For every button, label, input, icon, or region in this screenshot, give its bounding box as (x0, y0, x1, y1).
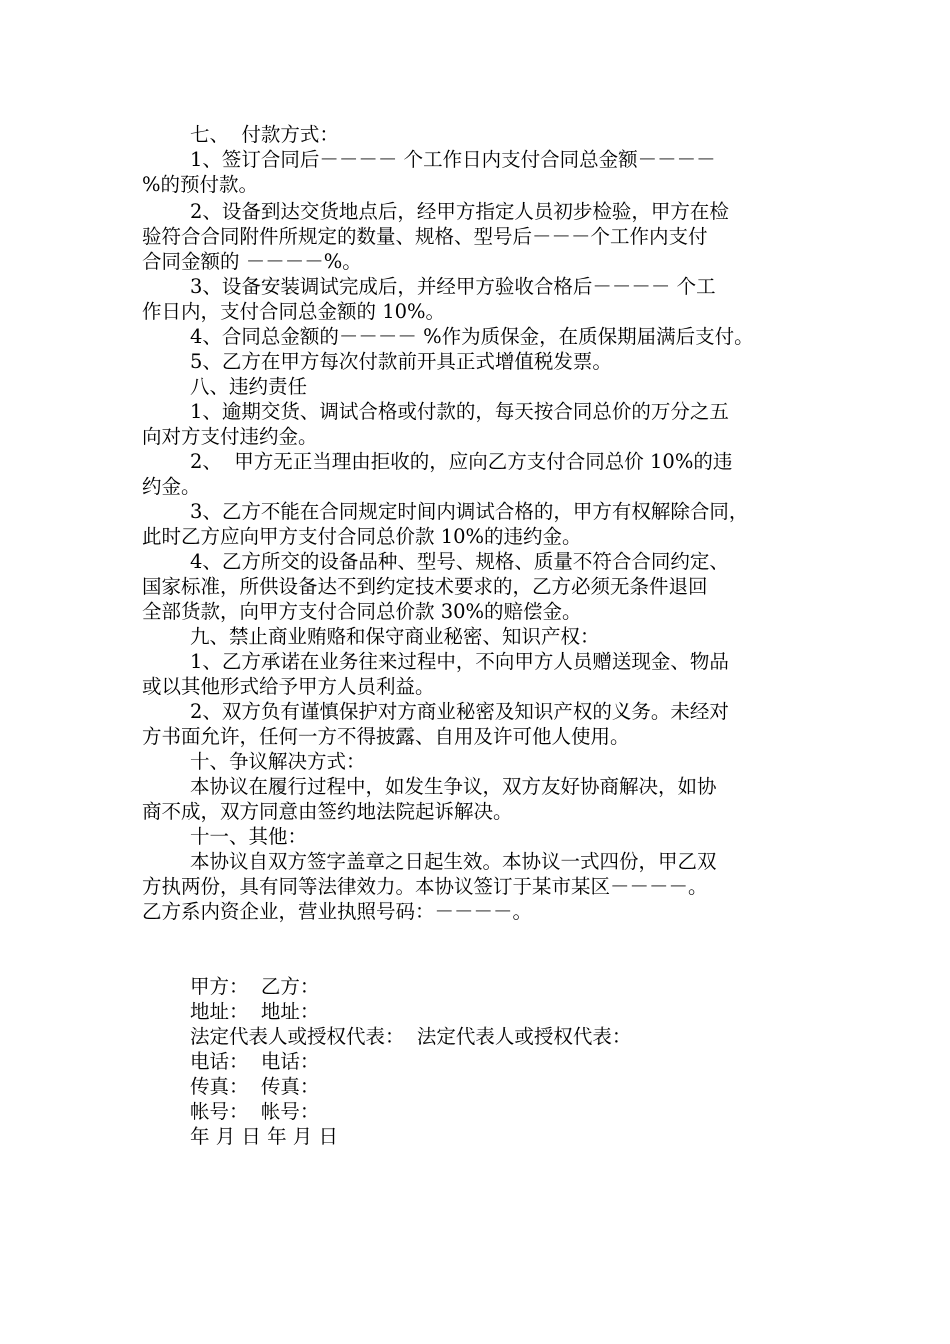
liability-item-4-line-3: 全部货款，向甲方支付合同总价款 30%的赔偿金。 (142, 600, 582, 623)
bribery-item-1-line-2: 或以其他形式给予甲方人员利益。 (142, 675, 435, 698)
dispute-body-line-1: 本协议在履行过程中，如发生争议，双方友好协商解决，如协 (190, 775, 717, 798)
payment-item-1-line-1: 1、签订合同后－－－－ 个工作日内支付合同总金额－－－－ (190, 148, 716, 171)
payment-item-4: 4、合同总金额的－－－－ %作为质保金，在质保期届满后支付。 (190, 325, 754, 348)
payment-item-1-line-2: %的预付款。 (142, 173, 259, 196)
signature-parties: 甲方： 乙方： (190, 975, 320, 998)
section-heading-dispute: 十、争议解决方式： (190, 750, 366, 773)
liability-item-3-line-1: 3、乙方不能在合同规定时间内调试合格的，甲方有权解除合同， (190, 500, 749, 523)
section-heading-payment: 七、 付款方式： (190, 123, 339, 146)
payment-item-3-line-2: 作日内，支付合同总金额的 10%。 (142, 300, 446, 323)
section-heading-liability: 八、违约责任 (190, 375, 308, 398)
payment-item-2-line-2: 验符合合同附件所规定的数量、规格、型号后－－－个工作内支付 (142, 225, 708, 248)
section-heading-bribery: 九、禁止商业贿赂和保守商业秘密、知识产权： (190, 625, 600, 648)
signature-phone: 电话： 电话： (190, 1050, 320, 1073)
liability-item-3-line-2: 此时乙方应向甲方支付合同总价款 10%的违约金。 (142, 525, 582, 548)
liability-item-4-line-2: 国家标准，所供设备达不到约定技术要求的，乙方必须无条件退回 (142, 575, 708, 598)
signature-account: 帐号： 帐号： (190, 1100, 320, 1123)
payment-item-2-line-1: 2、设备到达交货地点后，经甲方指定人员初步检验，甲方在检 (190, 200, 729, 223)
dispute-body-line-2: 商不成，双方同意由签约地法院起诉解决。 (142, 800, 513, 823)
bribery-item-2-line-1: 2、双方负有谨慎保护对方商业秘密及知识产权的义务。未经对 (190, 700, 729, 723)
other-body-line-1: 本协议自双方签字盖章之日起生效。本协议一式四份，甲乙双 (190, 850, 717, 873)
signature-date: 年 月 日 年 月 日 (190, 1125, 338, 1148)
liability-item-4-line-1: 4、乙方所交的设备品种、型号、规格、质量不符合合同约定、 (190, 550, 729, 573)
other-body-line-3: 乙方系内资企业，营业执照号码：－－－－。 (142, 900, 533, 923)
signature-fax: 传真： 传真： (190, 1075, 320, 1098)
liability-item-1-line-2: 向对方支付违约金。 (142, 425, 318, 448)
signature-representative: 法定代表人或授权代表： 法定代表人或授权代表： (190, 1025, 632, 1048)
payment-item-3-line-1: 3、设备安装调试完成后，并经甲方验收合格后－－－－ 个工 (190, 275, 716, 298)
bribery-item-1-line-1: 1、乙方承诺在业务往来过程中，不向甲方人员赠送现金、物品 (190, 650, 729, 673)
payment-item-5: 5、乙方在甲方每次付款前开具正式增值税发票。 (190, 350, 612, 373)
signature-address: 地址： 地址： (190, 1000, 320, 1023)
bribery-item-2-line-2: 方书面允许，任何一方不得披露、自用及许可他人使用。 (142, 725, 630, 748)
liability-item-1-line-1: 1、逾期交货、调试合格或付款的，每天按合同总价的万分之五 (190, 400, 729, 423)
section-heading-other: 十一、其他： (190, 825, 308, 848)
payment-item-2-line-3: 合同金额的 －－－－%。 (142, 250, 362, 273)
liability-item-2-line-2: 约金。 (142, 475, 201, 498)
liability-item-2-line-1: 2、 甲方无正当理由拒收的，应向乙方支付合同总价 10%的违 (190, 450, 733, 473)
other-body-line-2: 方执两份，具有同等法律效力。本协议签订于某市某区－－－－。 (142, 875, 708, 898)
